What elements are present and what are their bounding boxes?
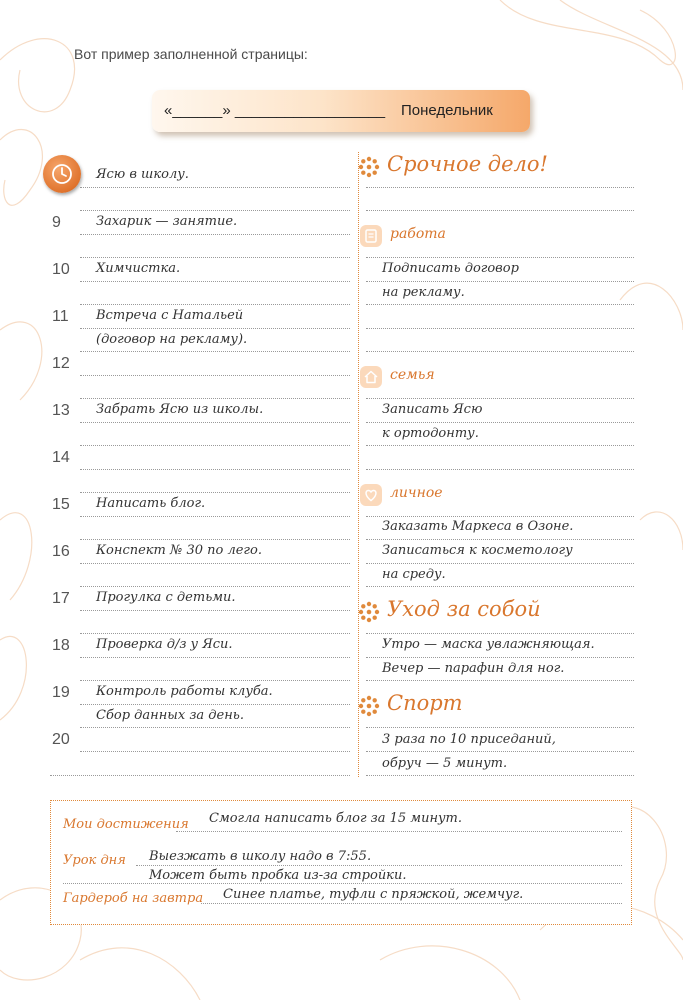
dotted-line xyxy=(80,375,350,376)
dotted-line xyxy=(366,633,634,634)
personal-entry: Записаться к косметологу xyxy=(382,543,573,558)
dotted-line xyxy=(80,633,350,634)
hour-label: 10 xyxy=(52,261,70,278)
selfcare-entry: Утро — маска увлажняющая. xyxy=(382,637,595,652)
dotted-line xyxy=(366,775,634,776)
dotted-line xyxy=(50,775,350,776)
dotted-line xyxy=(366,304,634,305)
hour-label: 19 xyxy=(52,684,70,701)
schedule-entry: Встреча с Натальей xyxy=(96,308,244,323)
lesson-value: Выезжать в школу надо в 7:55. xyxy=(149,849,372,864)
sport-entry: 3 раза по 10 приседаний, xyxy=(382,732,556,747)
flower-icon xyxy=(357,694,381,718)
sport-title: Спорт xyxy=(387,691,463,715)
schedule-entry: Забрать Ясю из школы. xyxy=(96,402,264,417)
dotted-line xyxy=(366,257,634,258)
dotted-line xyxy=(366,398,634,399)
dotted-line xyxy=(80,257,350,258)
hour-label: 15 xyxy=(52,496,70,513)
dotted-line xyxy=(366,328,634,329)
dotted-line xyxy=(80,680,350,681)
dotted-line xyxy=(366,445,634,446)
schedule-entry: Конспект № 30 по лего. xyxy=(96,543,262,558)
hour-label: 11 xyxy=(52,308,69,325)
schedule-entry: Прогулка с детьми. xyxy=(96,590,236,605)
dotted-line xyxy=(80,516,350,517)
dotted-line xyxy=(366,727,634,728)
dotted-line xyxy=(80,469,350,470)
family-label: семья xyxy=(390,367,435,383)
family-entry: к ортодонту. xyxy=(382,426,479,441)
flower-icon xyxy=(357,155,381,179)
dotted-line xyxy=(80,422,350,423)
personal-entry: на среду. xyxy=(382,567,446,582)
dotted-line xyxy=(80,445,350,446)
dotted-line xyxy=(366,281,634,282)
work-entry: на рекламу. xyxy=(382,285,465,300)
dotted-line xyxy=(366,539,634,540)
schedule-entry: Проверка д/з у Яси. xyxy=(96,637,233,652)
selfcare-entry: Вечер — парафин для ног. xyxy=(382,661,565,676)
schedule-entry: Захарик — занятие. xyxy=(96,214,238,229)
hour-label: 14 xyxy=(52,449,70,466)
day-of-week: Понедельник xyxy=(401,102,493,119)
urgent-title: Срочное дело! xyxy=(387,152,548,176)
sport-entry: обруч — 5 минут. xyxy=(382,756,508,771)
dotted-line xyxy=(80,727,350,728)
dotted-line xyxy=(80,304,350,305)
dotted-line xyxy=(80,351,350,352)
dotted-line xyxy=(366,680,634,681)
achievements-value: Смогла написать блог за 15 минут. xyxy=(209,811,463,826)
lesson-value: Может быть пробка из-за стройки. xyxy=(149,868,407,883)
notes-box xyxy=(50,800,632,925)
hour-label: 13 xyxy=(52,402,70,419)
dotted-line xyxy=(366,516,634,517)
hour-label: 9 xyxy=(52,214,61,231)
schedule-entry: Химчистка. xyxy=(96,261,181,276)
heart-icon xyxy=(360,484,382,506)
document-icon xyxy=(360,225,382,247)
personal-entry: Заказать Маркеса в Озоне. xyxy=(382,519,574,534)
column-divider xyxy=(358,152,359,777)
schedule-entry: Ясю в школу. xyxy=(96,167,189,182)
dotted-line xyxy=(366,187,634,188)
flower-icon xyxy=(357,600,381,624)
dotted-line xyxy=(80,751,350,752)
dotted-line xyxy=(63,883,622,884)
hour-label: 17 xyxy=(52,590,70,607)
selfcare-title: Уход за собой xyxy=(387,597,541,621)
wardrobe-value: Синее платье, туфли с пряжкой, жемчуг. xyxy=(223,887,524,902)
home-icon xyxy=(360,366,382,388)
dotted-line xyxy=(80,234,350,235)
dotted-line xyxy=(80,563,350,564)
hour-label: 16 xyxy=(52,543,70,560)
dotted-line xyxy=(176,831,622,832)
schedule-entry: Написать блог. xyxy=(96,496,206,511)
dotted-line xyxy=(366,469,634,470)
hour-label: 12 xyxy=(52,355,70,372)
hour-label: 18 xyxy=(52,637,70,654)
dotted-line xyxy=(80,539,350,540)
wardrobe-label: Гардероб на завтра xyxy=(63,891,204,906)
dotted-line xyxy=(366,657,634,658)
date-header-bar xyxy=(152,90,530,132)
dotted-line xyxy=(80,586,350,587)
work-entry: Подписать договор xyxy=(382,261,519,276)
personal-label: личное xyxy=(390,485,443,501)
dotted-line xyxy=(80,328,350,329)
schedule-entry: (договор на рекламу). xyxy=(96,332,248,347)
dotted-line xyxy=(136,865,622,866)
dotted-line xyxy=(80,281,350,282)
clock-icon xyxy=(43,155,81,193)
dotted-line xyxy=(80,610,350,611)
achievements-label: Мои достижения xyxy=(63,817,189,832)
dotted-line xyxy=(366,563,634,564)
dotted-line xyxy=(366,751,634,752)
dotted-line xyxy=(366,422,634,423)
dotted-line xyxy=(366,586,634,587)
dotted-line xyxy=(201,903,622,904)
hour-label: 20 xyxy=(52,731,70,748)
dotted-line xyxy=(80,187,350,188)
dotted-line xyxy=(80,657,350,658)
intro-text: Вот пример заполненной страницы: xyxy=(74,46,308,62)
dotted-line xyxy=(366,351,634,352)
schedule-entry: Сбор данных за день. xyxy=(96,708,245,723)
dotted-line xyxy=(80,398,350,399)
work-label: работа xyxy=(390,226,446,242)
date-field: «______» __________________ xyxy=(164,102,386,119)
lesson-label: Урок дня xyxy=(63,853,126,868)
family-entry: Записать Ясю xyxy=(382,402,483,417)
schedule-entry: Контроль работы клуба. xyxy=(96,684,273,699)
dotted-line xyxy=(80,704,350,705)
dotted-line xyxy=(80,492,350,493)
dotted-line xyxy=(80,210,350,211)
dotted-line xyxy=(366,210,634,211)
